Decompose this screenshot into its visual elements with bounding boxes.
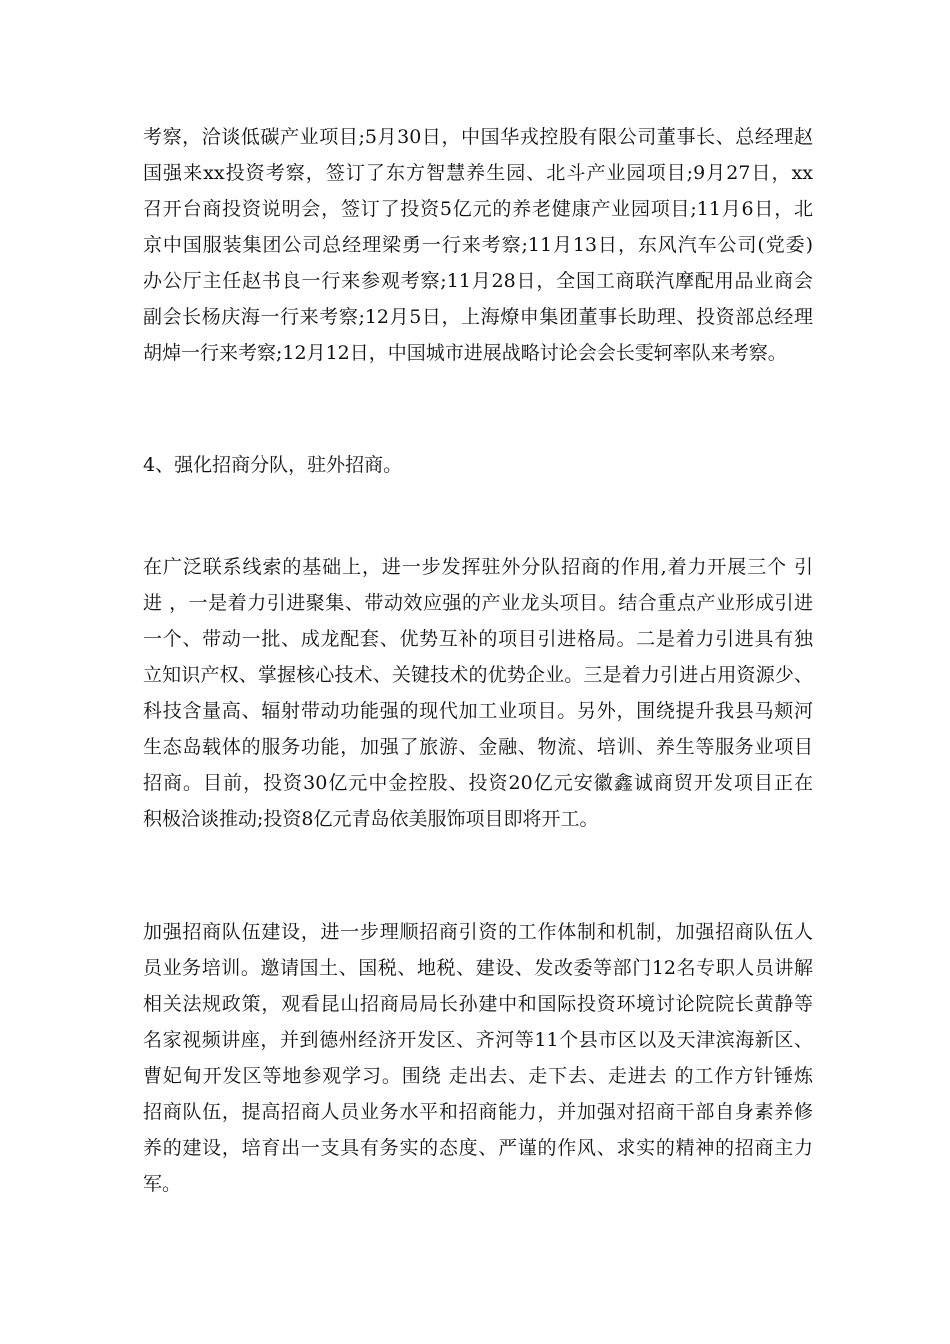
text-line: 名家视频讲座，并到德州经济开发区、齐河等11个县市区以及天津滨海新区、 bbox=[143, 1029, 813, 1051]
paragraph-team-building bbox=[143, 914, 813, 1202]
text-line: 加强招商队伍建设，进一步理顺招商引资的工作体制和机制，加强招商队伍人 bbox=[143, 921, 813, 943]
text-line: 召开台商投资说明会，签订了投资5亿元的养老健康产业园项目;11月6日，北 bbox=[143, 198, 813, 220]
text-line: 在广泛联系线索的基础上，进一步发挥驻外分队招商的作用,着力开展三个 引 bbox=[143, 556, 813, 578]
text-line: 副会长杨庆海一行来考察;12月5日，上海燎申集团董事长助理、投资部总经理 bbox=[143, 306, 813, 328]
text-line: 军。 bbox=[143, 1173, 182, 1195]
text-line: 积极洽谈推动;投资8亿元青岛依美服饰项目即将开工。 bbox=[143, 808, 599, 830]
text-line: 相关法规政策，观看昆山招商局局长孙建中和国际投资环境讨论院院长黄静等 bbox=[143, 993, 813, 1015]
text-line: 京中国服装集团公司总经理梁勇一行来考察;11月13日，东风汽车公司(党委) bbox=[143, 234, 813, 256]
text-line: 考察，洽谈低碳产业项目;5月30日，中国华戎控股有限公司董事长、总经理赵 bbox=[143, 126, 813, 148]
text-line: 曹妃甸开发区等地参观学习。围绕 走出去、走下去、走进去 的工作方针锤炼 bbox=[143, 1065, 813, 1087]
text-line: 国强来xx投资考察，签订了东方智慧养生园、北斗产业园项目;9月27日，xx bbox=[143, 162, 813, 184]
text-line: 员业务培训。邀请国土、国税、地税、建设、发改委等部门12名专职人员讲解 bbox=[143, 957, 813, 979]
section-heading bbox=[143, 447, 813, 483]
text-line: 胡焯一行来考察;12月12日，中国城市进展战略讨论会会长雯轲率队来考察。 bbox=[143, 342, 787, 364]
text-line: 一个、带动一批、成龙配套、优势互补的项目引进格局。二是着力引进具有独 bbox=[143, 628, 813, 650]
text-line: 招商队伍，提高招商人员业务水平和招商能力，并加强对招商干部自身素养修 bbox=[143, 1101, 813, 1123]
text-line: 立知识产权、掌握核心技术、关键技术的优势企业。三是着力引进占用资源少、 bbox=[143, 664, 813, 686]
text-line: 科技含量高、辐射带动功能强的现代加工业项目。另外，围绕提升我县马颊河 bbox=[143, 700, 813, 722]
paragraph-outpost-teams bbox=[143, 549, 813, 837]
paragraph-investment-visits bbox=[143, 119, 813, 371]
text-line: 进 ，一是着力引进聚集、带动效应强的产业龙头项目。结合重点产业形成引进 bbox=[143, 592, 813, 614]
text-line: 养的建设，培育出一支具有务实的态度、严谨的作风、求实的精神的招商主力 bbox=[143, 1137, 813, 1159]
text-line: 生态岛载体的服务功能，加强了旅游、金融、物流、培训、养生等服务业项目 bbox=[143, 736, 813, 758]
text-line: 招商。目前，投资30亿元中金控股、投资20亿元安徽鑫诚商贸开发项目正在 bbox=[143, 772, 813, 794]
heading-line: 4、强化招商分队，驻外招商。 bbox=[143, 454, 403, 476]
text-line: 办公厅主任赵书良一行来参观考察;11月28日，全国工商联汽摩配用品业商会 bbox=[143, 270, 813, 292]
